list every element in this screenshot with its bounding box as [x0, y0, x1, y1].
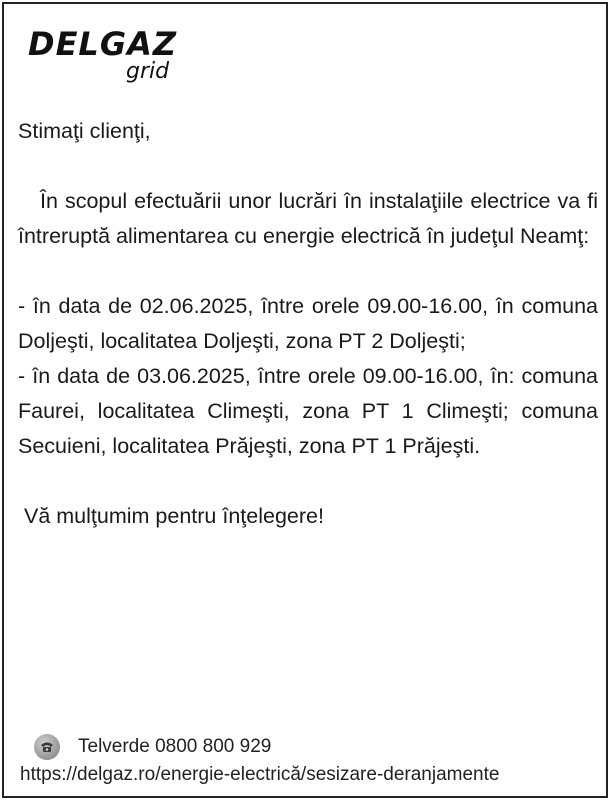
- intro-paragraph: În scopul efectuării unor lucrări în instalaţiile electrice va fi întreruptă alimentarea cu energie electrică în judeţul Neamţ:: [18, 189, 598, 248]
- phone-row: [18, 732, 598, 762]
- report-url[interactable]: https://delgaz.ro/energie-electrică/sesizare-deranjamente: [20, 764, 500, 785]
- notice-body: [18, 114, 598, 534]
- greeting: Stimaţi clienţi,: [18, 119, 151, 143]
- phone-icon: [34, 734, 60, 760]
- outage-item-2: - în data de 03.06.2025, între orele 09.00-16.00, în: comuna Faurei, localitatea Climeşti, zona PT 1 Climeşti; comuna Secuieni, localitatea Prăjeşti, zona PT 1 Prăjeşti.: [18, 364, 598, 458]
- logo-brand: DELGAZ: [28, 25, 178, 63]
- hotline-number: Telverde 0800 800 929: [78, 736, 272, 757]
- delgaz-grid-logo: [28, 26, 198, 90]
- closing-line: Vă mulţumim pentru înţelegere!: [24, 504, 324, 528]
- outage-item-1: - în data de 02.06.2025, între orele 09.00-16.00, în comuna Doljeşti, localitatea Doljeşti, zona PT 2 Doljeşti;: [18, 294, 598, 353]
- outage-notice: [2, 2, 608, 798]
- logo-subtitle: grid: [126, 59, 170, 84]
- contact-block: [18, 732, 598, 788]
